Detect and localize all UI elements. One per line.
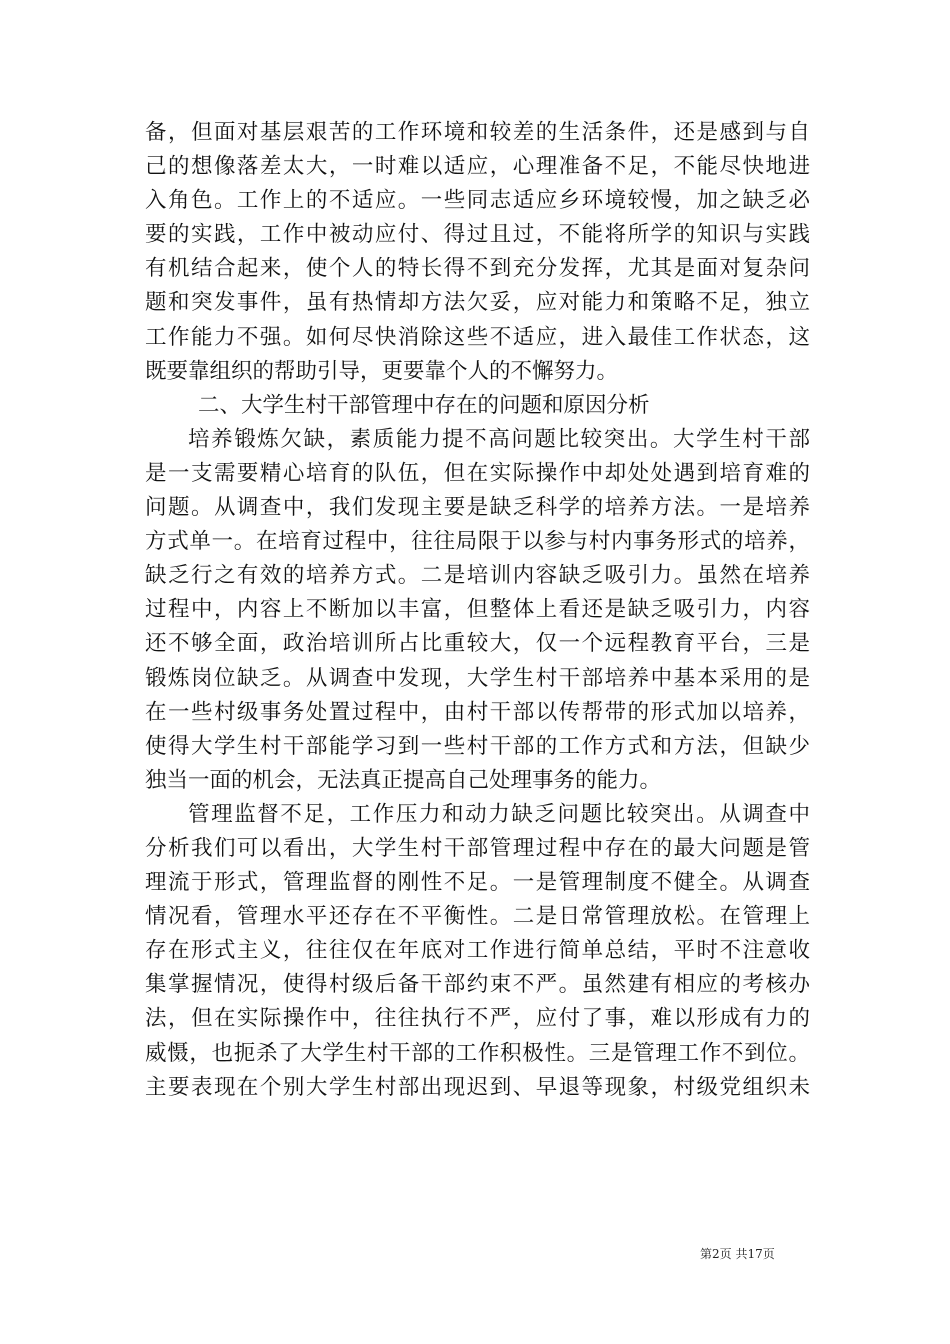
text-line: 还不够全面，政治培训所占比重较大，仅一个远程教育平台，三是 [145,631,810,657]
text-line: 培养锻炼欠缺，素质能力提不高问题比较突出。大学生村干部 [188,426,810,452]
text-line: 存在形式主义，往往仅在年底对工作进行简单总结，平时不注意收 [145,938,810,964]
paragraph-continuation [145,116,810,389]
text-line: 既要靠组织的帮助引导，更要靠个人的不懈努力。 [145,358,619,384]
text-line: 集掌握情况，使得村级后备干部约束不严。虽然建有相应的考核办 [145,972,810,998]
text-line: 法，但在实际操作中，往往执行不严，应付了事，难以形成有力的 [145,1006,810,1032]
text-line: 有机结合起来，使个人的特长得不到充分发挥，尤其是面对复杂问 [145,256,810,282]
text-line: 理流于形式，管理监督的刚性不足。一是管理制度不健全。从调查 [145,870,810,896]
text-line: 管理监督不足，工作压力和动力缺乏问题比较突出。从调查中 [188,801,810,827]
paragraph-training [145,423,810,798]
section-heading-text: 二、大学生村干部管理中存在的问题和原因分析 [198,392,650,418]
footer-total-pages: 17 [747,1247,763,1261]
footer-middle: 页 共 [719,1247,748,1261]
text-line: 是一支需要精心培育的队伍，但在实际操作中却处处遇到培育难的 [145,460,810,486]
text-line: 缺乏行之有效的培养方式。二是培训内容缺乏吸引力。虽然在培养 [145,563,810,589]
text-line: 锻炼岗位缺乏。从调查中发现，大学生村干部培养中基本采用的是 [145,665,810,691]
text-line: 题和突发事件，虽有热情却方法欠妥，应对能力和策略不足，独立 [145,290,810,316]
text-line: 要的实践，工作中被动应付、得过且过，不能将所学的知识与实践 [145,222,810,248]
text-line: 备，但面对基层艰苦的工作环境和较差的生活条件，还是感到与自 [145,120,810,145]
page-number-footer [700,1246,810,1262]
text-line: 在一些村级事务处置过程中，由村干部以传帮带的形式加以培养， [145,699,810,725]
footer-prefix: 第 [700,1247,713,1261]
footer-suffix: 页 [762,1247,775,1261]
text-line: 使得大学生村干部能学习到一些村干部的工作方式和方法，但缺少 [145,733,810,759]
text-line: 问题。从调查中，我们发现主要是缺乏科学的培养方法。一是培养 [145,495,810,521]
document-body [145,116,810,1105]
paragraph-supervision [145,798,810,1105]
text-line: 威慑，也扼杀了大学生村干部的工作积极性。三是管理工作不到位。 [145,1040,810,1066]
text-line: 主要表现在个别大学生村部出现迟到、早退等现象，村级党组织未 [145,1074,810,1100]
text-line: 己的想像落差太大，一时难以适应，心理准备不足，不能尽快地进 [145,154,810,180]
text-line: 方式单一。在培育过程中，往往局限于以参与村内事务形式的培养， [145,529,810,555]
text-line: 工作能力不强。如何尽快消除这些不适应，进入最佳工作状态，这 [145,324,810,350]
text-line: 分析我们可以看出，大学生村干部管理过程中存在的最大问题是管 [145,835,810,861]
text-line: 入角色。工作上的不适应。一些同志适应乡环境较慢，加之缺乏必 [145,188,810,214]
text-line: 独当一面的机会，无法真正提高自己处理事务的能力。 [145,767,662,793]
section-heading [145,389,810,423]
footer-current-page: 2 [712,1247,720,1261]
text-line: 情况看，管理水平还存在不平衡性。二是日常管理放松。在管理上 [145,904,810,930]
text-line: 过程中，内容上不断加以丰富，但整体上看还是缺乏吸引力，内容 [145,597,810,623]
